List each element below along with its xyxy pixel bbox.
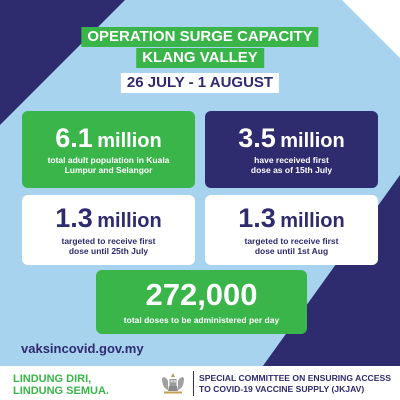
stat-description-line: total adult population in Kuala bbox=[47, 155, 170, 166]
stat-description-line: Lumpur and Selangor bbox=[64, 165, 153, 176]
title-line-2: KLANG VALLEY bbox=[136, 48, 264, 68]
title-line-1: OPERATION SURGE CAPACITY bbox=[81, 27, 318, 47]
stat-number: 6.1 bbox=[55, 122, 93, 153]
committee-line: TO COVID-19 VACCINE SUPPLY (JKJAV) bbox=[199, 384, 365, 394]
stat-value bbox=[238, 204, 344, 232]
stat-number: 1.3 bbox=[55, 203, 93, 234]
stat-description bbox=[48, 155, 170, 175]
stat-number: 1.3 bbox=[238, 203, 276, 234]
corner-decoration-top-left bbox=[0, 0, 125, 125]
stat-card-daily-doses bbox=[96, 270, 307, 334]
stat-description-line: dose until 1st Aug bbox=[254, 245, 329, 256]
committee-name bbox=[199, 373, 391, 395]
stat-value bbox=[145, 279, 257, 312]
stat-value bbox=[238, 124, 344, 152]
stat-value bbox=[55, 124, 161, 152]
stat-unit: million bbox=[97, 210, 162, 233]
stat-description bbox=[244, 236, 338, 256]
malaysia-coat-of-arms-icon bbox=[158, 372, 188, 394]
date-range: 26 JULY - 1 AUGUST bbox=[121, 73, 279, 93]
stat-description-line: dose as of 15th July bbox=[250, 165, 333, 176]
slogan-line: LINDUNG DIRI, bbox=[13, 373, 92, 385]
stat-card-target-1-aug bbox=[205, 195, 378, 265]
stat-description-line: total doses to be administered per day bbox=[123, 314, 280, 325]
stat-unit: million bbox=[280, 210, 345, 233]
stat-unit: million bbox=[97, 129, 162, 152]
stat-description bbox=[61, 236, 155, 256]
stat-description bbox=[251, 155, 332, 175]
slogan bbox=[13, 373, 109, 397]
stat-description-line: dose until 25th July bbox=[68, 245, 149, 256]
stat-description bbox=[124, 315, 279, 325]
stat-description-line: targeted to receive first bbox=[244, 235, 339, 246]
committee-line: SPECIAL COMMITTEE ON ENSURING ACCESS bbox=[199, 373, 391, 383]
stat-description-line: targeted to receive first bbox=[61, 235, 156, 246]
stat-value bbox=[55, 204, 161, 232]
stat-card-first-dose-received bbox=[205, 111, 378, 188]
stat-description-line: have received first bbox=[254, 155, 329, 166]
stat-unit: million bbox=[280, 129, 345, 152]
stat-card-target-25-july bbox=[22, 195, 195, 265]
footer-divider bbox=[193, 371, 194, 396]
stat-number: 3.5 bbox=[238, 122, 276, 153]
stat-card-adult-population bbox=[22, 111, 195, 188]
corner-decoration-top-right bbox=[342, 0, 400, 58]
website-link[interactable]: vaksincovid.gov.my bbox=[21, 341, 144, 356]
stat-number: 272,000 bbox=[145, 277, 258, 313]
slogan-line: LINDUNG SEMUA. bbox=[13, 385, 109, 397]
